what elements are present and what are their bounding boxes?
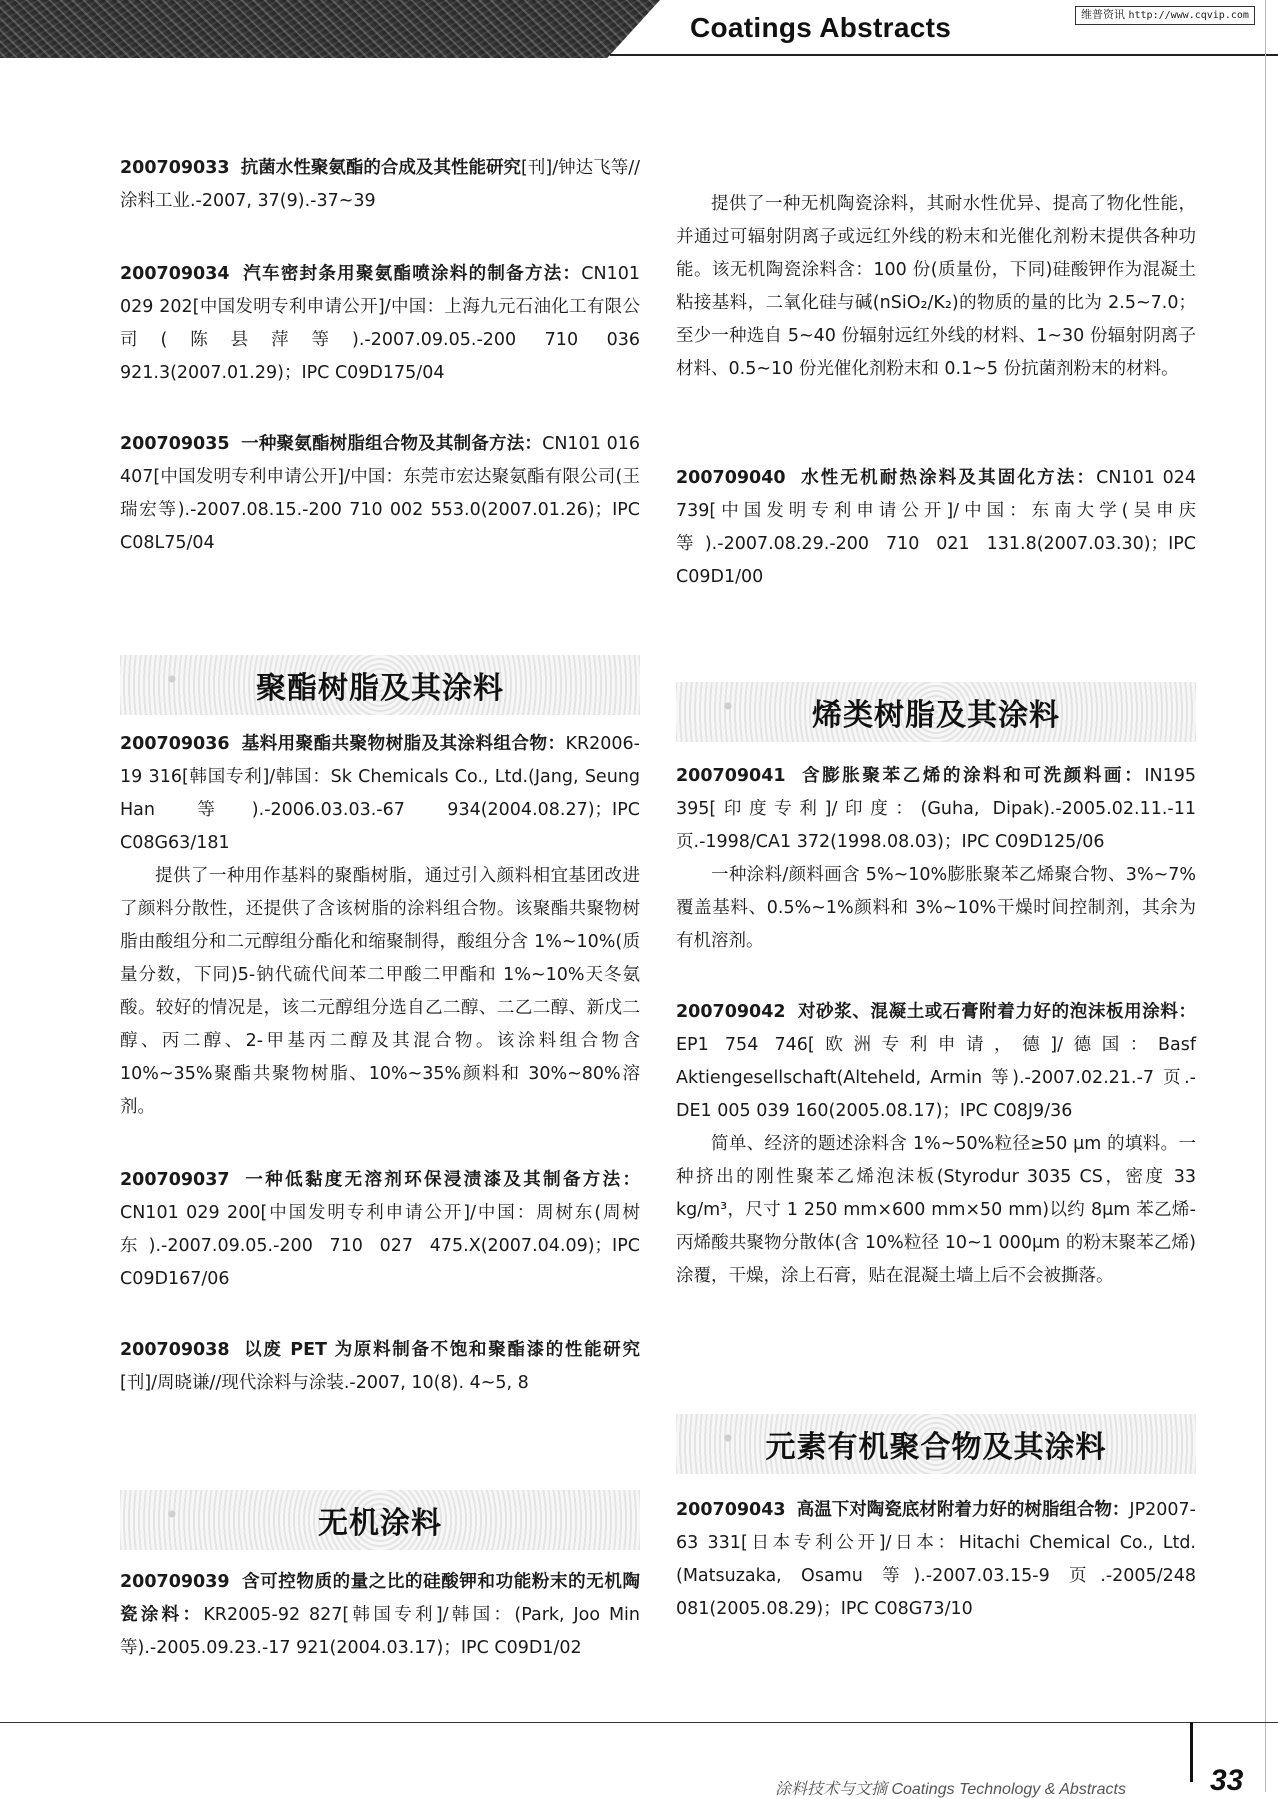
abstract-entry bbox=[676, 462, 1196, 594]
entry-citation: [刊]/钟达飞等//涂料工业.-2007, 37(9).-37~39 bbox=[120, 158, 641, 211]
entry-id: 200709037 bbox=[120, 1170, 230, 1190]
entry-citation: CN101 016 407[中国发明专利申请公开]/中国：东莞市宏达聚氨酯有限公司(王瑞宏等).-2007.08.15.-200 710 002 553.0(2007.01.26)；IPC C08L75/04 bbox=[120, 434, 640, 553]
abstract-entry bbox=[120, 258, 640, 390]
right-margin-line bbox=[1265, 0, 1266, 1792]
entry-title: 以废 PET 为原料制备不饱和聚酯漆的性能研究 bbox=[244, 1340, 640, 1360]
abstract-entry bbox=[120, 428, 640, 560]
entry-abstract: 简单、经济的题述涂料含 1%~50%粒径≥50 μm 的填料。一种挤出的刚性聚苯乙烯泡沫板(Styrodur 3035 CS，密度 33 kg/m³，尺寸 1 250 mm×600 mm×50 mm)以约 8μm 苯乙烯-丙烯酸共聚物分散体(含 10%粒径 10~1 000μm 的粉末聚苯乙烯)涂覆，干燥，涂上石膏，贴在混凝土墙上后不会被撕落。 bbox=[676, 1134, 1196, 1286]
entry-title: 含膨胀聚苯乙烯的涂料和可洗颜料画： bbox=[802, 766, 1145, 786]
entry-title: 基料用聚酯共聚物树脂及其涂料组合物： bbox=[241, 734, 566, 754]
entry-citation: KR2005-92 827[韩国专利]/韩国：(Park, Joo Min 等).-2005.09.23.-17 921(2004.03.17)；IPC C09D1/02 bbox=[120, 1605, 641, 1658]
abstract-entry bbox=[120, 1566, 640, 1665]
entry-id: 200709040 bbox=[676, 468, 786, 488]
section-title: 无机涂料 bbox=[318, 1506, 442, 1541]
entry-abstract: 提供了一种用作基料的聚酯树脂，通过引入颜料相宜基团改进了颜料分散性，还提供了含该树脂的涂料组合物。该聚酯共聚物树脂由酸组分和二元醇组分酯化和缩聚制得，酸组分含 1%~10%(质量分数，下同)5-钠代硫代间苯二甲酸二甲酯和 1%~10%天冬氨酸。较好的情况是，该二元醇组分选自乙二醇、二乙二醇、新戊二醇、丙二醇、2-甲基丙二醇及其混合物。该涂料组合物含 10%~35%聚酯共聚物树脂、10%~35%颜料和 30%~80%溶剂。 bbox=[120, 866, 640, 1117]
entry-title: 抗菌水性聚氨酯的合成及其性能研究 bbox=[240, 158, 522, 178]
entry-citation: KR2006-19 316[韩国专利]/韩国：Sk Chemicals Co., Ltd.(Jang, Seung Han 等).-2006.03.03.-67 934(2004.08.27)；IPC C08G63/181 bbox=[120, 734, 640, 853]
section-banner-organoelement bbox=[676, 1414, 1196, 1474]
entry-title: 水性无机耐热涂料及其固化方法： bbox=[801, 468, 1097, 488]
header-pattern-band bbox=[0, 0, 660, 58]
entry-id: 200709042 bbox=[676, 1002, 786, 1022]
entry-id: 200709039 bbox=[120, 1572, 230, 1592]
footer-journal: 涂料技术与文摘 Coatings Technology & Abstracts bbox=[775, 1781, 1126, 1798]
entry-abstract: 一种涂料/颜料画含 5%~10%膨胀聚苯乙烯聚合物、3%~7%覆盖基料、0.5%~1%颜料和 3%~10%干燥时间控制剂，其余为有机溶剂。 bbox=[676, 865, 1196, 951]
entry-citation: EP1 754 746[欧洲专利申请，德]/德国：Basf Aktiengesellschaft(Alteheld, Armin 等).-2007.02.21.-7 页.-DE1 005 039 160(2005.08.17)；IPC C08J9/36 bbox=[676, 1035, 1196, 1121]
abstract-entry bbox=[676, 1494, 1196, 1626]
abstract-entry bbox=[676, 760, 1196, 958]
source-label: 维普资讯 bbox=[1081, 8, 1125, 21]
entry-title: 汽车密封条用聚氨酯喷涂料的制备方法： bbox=[243, 264, 582, 284]
section-title: 烯类树脂及其涂料 bbox=[812, 698, 1060, 733]
footer-divider bbox=[1190, 1722, 1193, 1782]
entry-id: 200709033 bbox=[120, 158, 230, 178]
entry-title: 高温下对陶瓷底材附着力好的树脂组合物： bbox=[796, 1500, 1130, 1520]
entry-abstract: 提供了一种无机陶瓷涂料，其耐水性优异、提高了物化性能，并通过可辐射阴离子或远红外线的粉末和光催化剂粉末提供各种功能。该无机陶瓷涂料含：100 份(质量份，下同)硅酸钾作为混凝土粘接基料，二氧化硅与碱(nSiO₂/K₂)的物质的量的比为 2.5~7.0；至少一种选自 5~40 份辐射远红外线的材料、1~30 份辐射阴离子材料、0.5~10 份光催化剂粉末和 0.1~5 份抗菌剂粉末的材料。 bbox=[676, 194, 1196, 379]
abstract-entry bbox=[120, 728, 640, 1124]
entry-id: 200709035 bbox=[120, 434, 230, 454]
abstract-entry bbox=[120, 152, 640, 218]
section-banner-olefin bbox=[676, 682, 1196, 742]
source-url[interactable]: http://www.cqvip.com bbox=[1128, 10, 1249, 21]
entry-title: 含可控物质的量之比的硅酸钾和功能粉末的无机陶瓷涂料： bbox=[120, 1572, 640, 1625]
entry-citation: CN101 029 202[中国发明专利申请公开]/中国：上海九元石油化工有限公司(陈县萍等).-2007.09.05.-200 710 036 921.3(2007.01.29)；IPC C09D175/04 bbox=[120, 264, 640, 383]
entry-citation: CN101 029 200[中国发明专利申请公开]/中国：周树东(周树东).-2007.09.05.-200 710 027 475.X(2007.04.09)；IPC C09D167/06 bbox=[120, 1203, 640, 1289]
entry-id: 200709036 bbox=[120, 734, 230, 754]
page-title: Coatings Abstracts bbox=[690, 12, 952, 43]
section-banner-polyester bbox=[120, 655, 640, 715]
entry-id: 200709034 bbox=[120, 264, 230, 284]
header-rule bbox=[610, 54, 1278, 56]
source-watermark bbox=[1075, 6, 1255, 25]
entry-id: 200709043 bbox=[676, 1500, 786, 1520]
entry-title: 对砂浆、混凝土或石膏附着力好的泡沫板用涂料： bbox=[797, 1002, 1196, 1022]
entry-citation: [刊]/周晓谦//现代涂料与涂装.-2007, 10(8). 4~5, 8 bbox=[120, 1373, 529, 1393]
entry-title: 一种聚氨酯树脂组合物及其制备方法： bbox=[241, 434, 543, 454]
entry-citation: JP2007-63 331[日本专利公开]/日本：Hitachi Chemical Co., Ltd.(Matsuzaka, Osamu 等).-2007.03.15-9 页.-2005/248 081(2005.08.29)；IPC C08G73/10 bbox=[676, 1500, 1196, 1619]
footer-rule bbox=[0, 1722, 1278, 1723]
entry-citation: CN101 024 739[中国发明专利申请公开]/中国：东南大学(吴申庆等).-2007.08.29.-200 710 021 131.8(2007.03.30)；IPC C09D1/00 bbox=[676, 468, 1196, 587]
section-title: 元素有机聚合物及其涂料 bbox=[765, 1430, 1107, 1465]
abstract-entry bbox=[120, 1164, 640, 1296]
section-title: 聚酯树脂及其涂料 bbox=[256, 671, 504, 706]
entry-continuation bbox=[676, 188, 1196, 386]
abstract-entry bbox=[120, 1334, 640, 1400]
abstract-entry bbox=[676, 996, 1196, 1293]
section-banner-inorganic bbox=[120, 1490, 640, 1550]
page-number: 33 bbox=[1210, 1764, 1244, 1797]
entry-citation: IN195 395[印度专利]/印度：(Guha, Dipak).-2005.02.11.-11 页.-1998/CA1 372(1998.08.03)；IPC C09D125/06 bbox=[676, 766, 1196, 852]
entry-id: 200709041 bbox=[676, 766, 786, 786]
entry-title: 一种低黏度无溶剂环保浸渍漆及其制备方法： bbox=[245, 1170, 640, 1190]
entry-id: 200709038 bbox=[120, 1340, 230, 1360]
